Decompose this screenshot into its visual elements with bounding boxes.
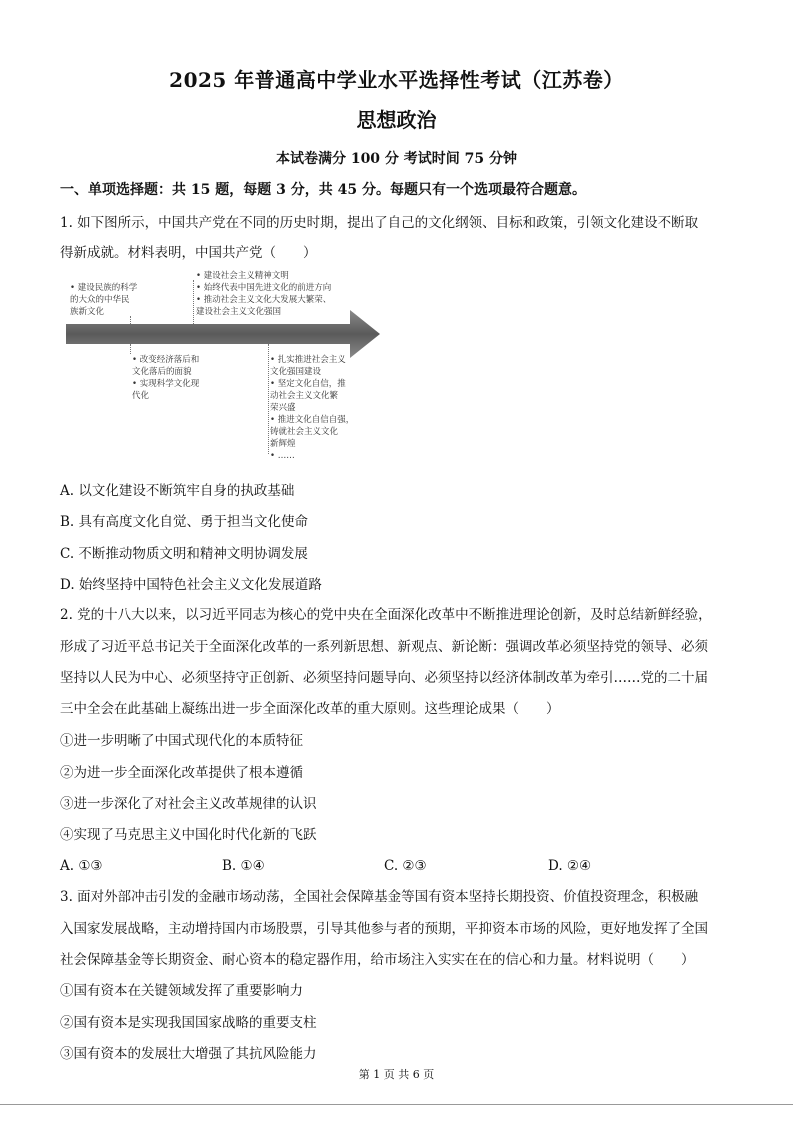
q2-stem-line4: 三中全会在此基础上凝练出进一步全面深化改革的重大原则。这些理论成果（ ） [60,701,560,717]
exam-info: 本试卷满分 100 分 考试时间 75 分钟 [275,151,518,167]
q2-option-d[interactable]: D. ②④ [548,858,592,874]
fig-label-above-mid: • 建设社会主义精神文明 • 始终代表中国先进文化的前进方向 • 推动社会主义文化大发展大繁荣、 建设社会主义文化强国 [196,271,332,317]
q3-stem-line3: 社会保障基金等长期资金、耐心资本的稳定器作用，给市场注入实实在在的信心和力量。材料说明（ ） [60,952,695,968]
q1-option-b[interactable]: B. 具有高度文化自觉、勇于担当文化使命 [60,514,309,530]
section-heading: 一、单项选择题：共 15 题，每题 3 分，共 45 分。每题只有一个选项最符合题意。 [60,182,586,198]
page-number: 第 1 页 共 6 页 [358,1068,435,1081]
subject-title: 思想政治 [356,108,437,132]
q1-stem-line2: 得新成就。材料表明，中国共产党（ ） [60,245,317,261]
q2-stem-line1: 2. 党的十八大以来，以习近平同志为核心的党中央在全面深化改革中不断推进理论创新，及时总结新鲜经验， [60,607,712,623]
fig-label-below-right: • 扎实推进社会主义 文化强国建设 • 坚定文化自信，推 动社会主义文化繁 荣兴盛 • 推进文化自信自强， 铸就社会主义文化 新辉煌 • …… [270,355,355,461]
q2-option-c[interactable]: C. ②③ [384,858,427,874]
q3-item-3: ③国有资本的发展壮大增强了其抗风险能力 [60,1046,317,1062]
fig-label-below-left: • 改变经济落后和 文化落后的面貌 • 实现科学文化现 代化 [132,355,200,401]
q3-stem-line1: 3. 面对外部冲击引发的金融市场动荡，全国社会保障基金等国有资本坚持长期投资、价值投资理念，积极融 [60,889,699,905]
q2-item-1: ①进一步明晰了中国式现代化的本质特征 [60,733,303,749]
q1-option-d[interactable]: D. 始终坚持中国特色社会主义文化发展道路 [60,577,322,593]
q2-item-2: ②为进一步全面深化改革提供了根本遵循 [60,765,303,781]
q2-option-a[interactable]: A. ①③ [60,858,103,874]
exam-title: 2025 年普通高中学业水平选择性考试（江苏卷） [169,68,624,92]
q3-item-2: ②国有资本是实现我国国家战略的重要支柱 [60,1015,317,1031]
bottom-divider [0,1104,793,1105]
q2-item-4: ④实现了马克思主义中国化时代化新的飞跃 [60,827,317,843]
q2-stem-line2: 形成了习近平总书记关于全面深化改革的一系列新思想、新观点、新论断：强调改革必须坚持党的领导、必须 [60,639,708,655]
q3-item-1: ①国有资本在关键领域发挥了重要影响力 [60,983,303,999]
q2-option-b[interactable]: B. ①④ [222,858,265,874]
q2-stem-line3: 坚持以人民为中心、必须坚持守正创新、必须坚持问题导向、必须坚持以经济体制改革为牵引……党的二十届 [60,670,708,686]
q3-stem-line2: 入国家发展战略，主动增持国内市场股票，引导其他参与者的预期，平抑资本市场的风险，更好地发挥了全国 [60,921,708,937]
q1-timeline-figure [62,270,382,462]
q2-item-3: ③进一步深化了对社会主义改革规律的认识 [60,796,317,812]
q1-stem-line1: 1. 如下图所示，中国共产党在不同的历史时期，提出了自己的文化纲领、目标和政策，引领文化建设不断取 [60,215,699,231]
q1-option-a[interactable]: A. 以文化建设不断筑牢自身的执政基础 [60,483,295,499]
fig-label-above-left: • 建设民族的科学 的大众的中华民 族新文化 [70,283,138,317]
q1-option-c[interactable]: C. 不断推动物质文明和精神文明协调发展 [60,546,308,562]
